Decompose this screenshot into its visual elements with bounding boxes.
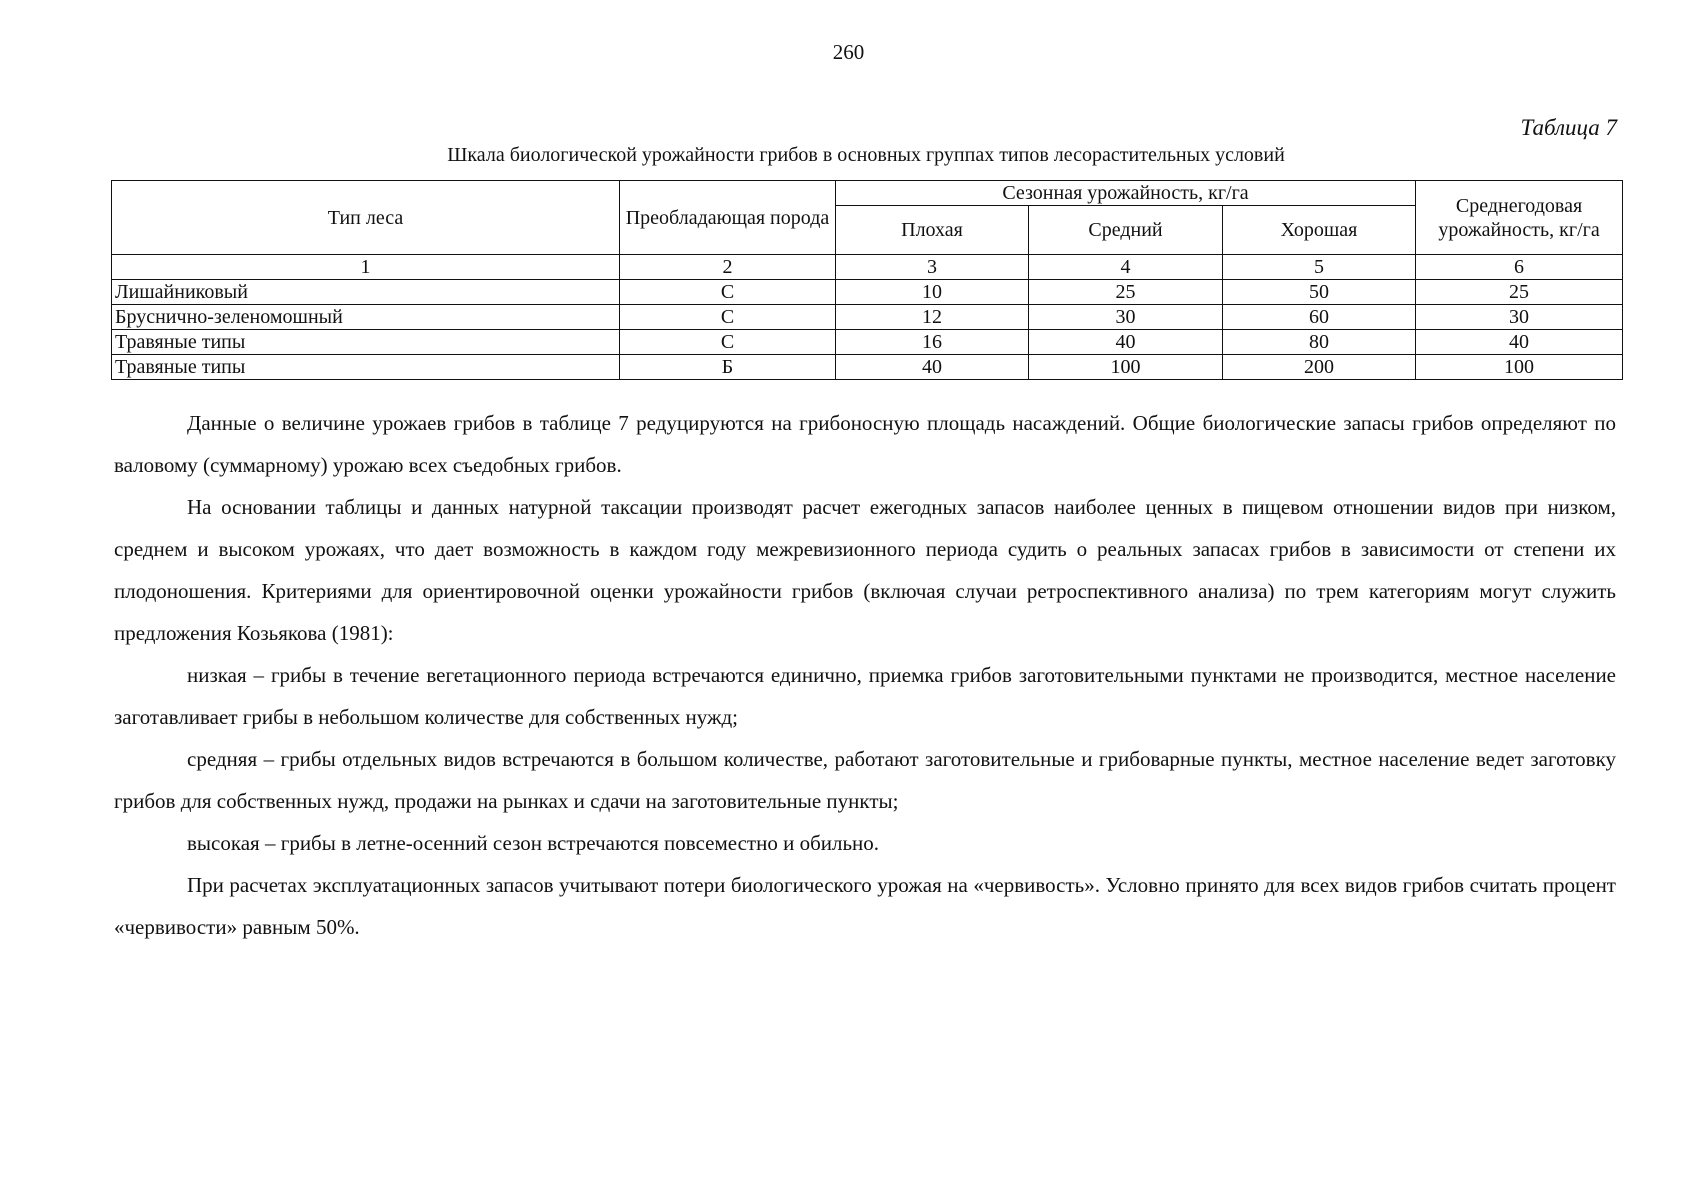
cell-forest-type: Бруснично-зеленомошный (112, 305, 620, 330)
header-species: Преобладающая порода (620, 181, 836, 255)
table-row (112, 355, 1623, 380)
table-title: Шкала биологической урожайности грибов в основных группах типов лесорастительных условий (447, 144, 1285, 166)
cell-good: 60 (1223, 305, 1416, 330)
paragraph: средняя – грибы отдельных видов встречаются в большом количестве, работают заготовительные и грибоварные пункты, местное население ведет заготовку грибов для собственных нужд, продажи на рынках и сдачи на заготовительные пункты; (114, 747, 1616, 813)
cell-good: 50 (1223, 280, 1416, 305)
cell-annual: 25 (1416, 280, 1623, 305)
header-seasonal-yield: Сезонная урожайность, кг/га (836, 181, 1416, 206)
body-text (114, 402, 1616, 948)
column-number: 6 (1416, 255, 1623, 280)
page-number: 260 (832, 40, 865, 64)
header-annual-yield: Среднегодовая урожайность, кг/га (1416, 181, 1623, 255)
cell-species: С (620, 305, 836, 330)
table-label: Таблица 7 (1520, 115, 1617, 140)
cell-poor: 40 (836, 355, 1029, 380)
cell-forest-type: Лишайниковый (112, 280, 620, 305)
header-good: Хорошая (1223, 206, 1416, 255)
paragraph: При расчетах эксплуатационных запасов учитывают потери биологического урожая на «червивость». Условно принято для всех видов грибов считать процент «червивости» равным 50%. (114, 873, 1616, 939)
table-row (112, 305, 1623, 330)
header-medium: Средний (1029, 206, 1223, 255)
cell-forest-type: Травяные типы (112, 355, 620, 380)
column-number: 4 (1029, 255, 1223, 280)
column-number-row (112, 255, 1623, 280)
table-row (112, 330, 1623, 355)
column-number: 3 (836, 255, 1029, 280)
paragraph: высокая – грибы в летне-осенний сезон встречаются повсеместно и обильно. (187, 831, 880, 855)
cell-medium: 30 (1029, 305, 1223, 330)
paragraph: Данные о величине урожаев грибов в таблице 7 редуцируются на грибоносную площадь насаждений. Общие биологические запасы грибов определяют по валовому (суммарному) урожаю всех съедобных грибов. (114, 411, 1616, 477)
cell-annual: 100 (1416, 355, 1623, 380)
yield-table (111, 180, 1623, 380)
header-forest-type: Тип леса (112, 181, 620, 255)
table-header-row (112, 181, 1623, 206)
column-number: 5 (1223, 255, 1416, 280)
cell-annual: 30 (1416, 305, 1623, 330)
cell-species: С (620, 330, 836, 355)
cell-species: Б (620, 355, 836, 380)
column-number: 1 (112, 255, 620, 280)
cell-annual: 40 (1416, 330, 1623, 355)
cell-medium: 100 (1029, 355, 1223, 380)
cell-good: 80 (1223, 330, 1416, 355)
cell-medium: 40 (1029, 330, 1223, 355)
cell-good: 200 (1223, 355, 1416, 380)
cell-species: С (620, 280, 836, 305)
cell-poor: 10 (836, 280, 1029, 305)
column-number: 2 (620, 255, 836, 280)
cell-forest-type: Травяные типы (112, 330, 620, 355)
cell-poor: 16 (836, 330, 1029, 355)
paragraph: низкая – грибы в течение вегетационного периода встречаются единично, приемка грибов заготовительными пунктами не производится, местное население заготавливает грибы в небольшом количестве для собственных нужд; (114, 663, 1616, 729)
table-row (112, 280, 1623, 305)
cell-medium: 25 (1029, 280, 1223, 305)
cell-poor: 12 (836, 305, 1029, 330)
paragraph: На основании таблицы и данных натурной таксации производят расчет ежегодных запасов наиболее ценных в пищевом отношении видов при низком, среднем и высоком урожаях, что дает возможность в каждом году межревизионного периода судить о реальных запасах грибов в зависимости от степени их плодоношения. Критериями для ориентировочной оценки урожайности грибов (включая случаи ретроспективного анализа) по трем категориям могут служить предложения Козьякова (1981): (114, 495, 1616, 645)
header-poor: Плохая (836, 206, 1029, 255)
